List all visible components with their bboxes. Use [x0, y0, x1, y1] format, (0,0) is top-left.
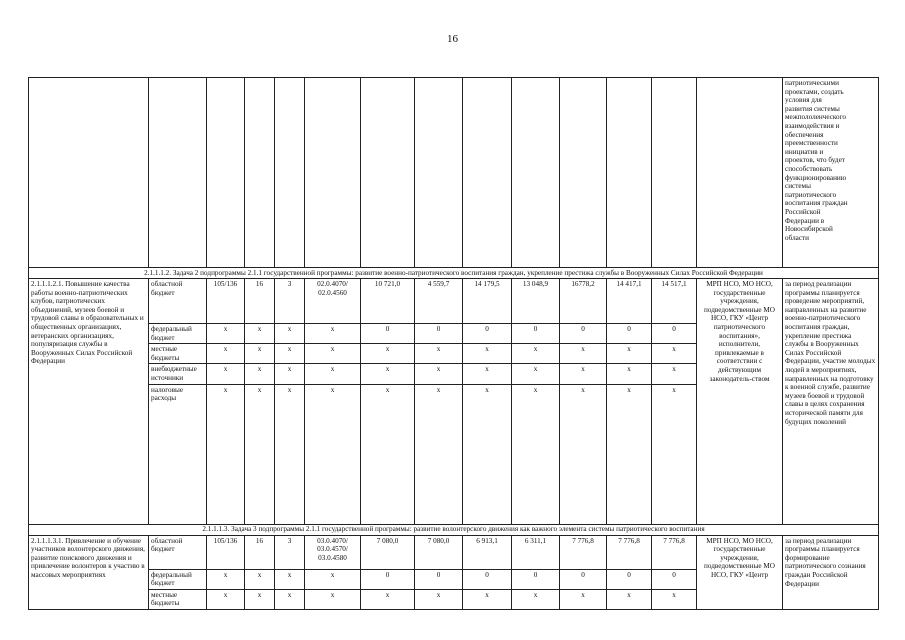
value-total: 0 [361, 569, 415, 589]
value-y4: 7 776,8 [560, 535, 607, 569]
empty-cell [415, 78, 463, 268]
description-line: патриотическими [785, 79, 839, 87]
value-pr: x [275, 324, 305, 344]
empty-cell [29, 78, 149, 268]
value-y6: 0 [652, 569, 697, 589]
value-grbs: x [207, 344, 245, 364]
value-y5: x [607, 344, 652, 364]
value-y4: x [560, 364, 607, 384]
measure-name: 2.1.1.1.3.1. Привлечение и обучение участников волонтерского движения, развитие поискового движения и привлечение волонтеров к участию в массовых мероприятиях [29, 535, 149, 609]
task-heading-row [29, 524, 879, 535]
description-line: Российской [785, 207, 821, 216]
value-y6: 0 [652, 324, 697, 344]
value-y1: x [415, 364, 463, 384]
value-y2: 0 [463, 569, 512, 589]
empty-cell [607, 78, 652, 268]
value-pr: 3 [275, 279, 305, 324]
program-measures-table [28, 77, 879, 610]
value-grbs: x [207, 589, 245, 609]
value-pr: x [275, 589, 305, 609]
value-pr: x [275, 344, 305, 364]
value-csr: 03.0.4070/ 03.0.4570/ 03.0.4580 [305, 535, 361, 569]
description-line: системы [785, 182, 811, 191]
empty-cell [245, 78, 275, 268]
value-y1: 0 [415, 324, 463, 344]
value-y4: x [560, 384, 607, 524]
description-line: инициатив и [785, 147, 824, 156]
value-y3: 0 [512, 324, 560, 344]
value-y2: 0 [463, 324, 512, 344]
description-line: межпололенческого [785, 113, 847, 122]
description-line: способствовать [785, 164, 833, 173]
value-y3: x [512, 344, 560, 364]
empty-cell [305, 78, 361, 268]
description-line: Новосибирской [785, 225, 833, 234]
empty-cell [512, 78, 560, 268]
funding-row [29, 535, 879, 569]
value-rz: x [245, 324, 275, 344]
description-line: воспитания граждан [785, 199, 848, 208]
value-csr: x [305, 384, 361, 524]
value-y3: 0 [512, 569, 560, 589]
funding-source: местные бюджеты [149, 589, 207, 609]
value-csr: x [305, 324, 361, 344]
value-y2: x [463, 589, 512, 609]
description-line: обеспечения [785, 130, 824, 139]
value-grbs: x [207, 384, 245, 524]
value-y5: 14 417,1 [607, 279, 652, 324]
value-y1: 4 559,7 [415, 279, 463, 324]
empty-cell [697, 78, 783, 268]
executor-cell: МРП НСО, МО НСО, государственные учреждения, подведомственные МО НСО, ГКУ «Центр [697, 535, 783, 609]
value-y2: 6 913,1 [463, 535, 512, 569]
description-line: условия для [785, 96, 822, 105]
value-y1: 0 [415, 569, 463, 589]
value-y2: x [463, 344, 512, 364]
continuation-row [29, 78, 879, 268]
value-y5: x [607, 384, 652, 524]
value-y2: x [463, 364, 512, 384]
value-y1: x [415, 344, 463, 364]
value-total: x [361, 344, 415, 364]
description-line: проектами, создать [785, 87, 844, 96]
empty-cell [361, 78, 415, 268]
description-line: функционированию [785, 173, 847, 182]
value-y5: 7 776,8 [607, 535, 652, 569]
empty-cell [207, 78, 245, 268]
funding-source: налоговые расходы [149, 384, 207, 524]
value-csr: 02.0.4070/ 02.0.4560 [305, 279, 361, 324]
value-total: 7 080,0 [361, 535, 415, 569]
continued-description-cell [783, 78, 879, 268]
empty-cell [652, 78, 697, 268]
value-y6: x [652, 589, 697, 609]
value-rz: x [245, 569, 275, 589]
value-y4: x [560, 589, 607, 609]
task-heading-row [29, 268, 879, 279]
value-y3: x [512, 589, 560, 609]
empty-cell [275, 78, 305, 268]
task-heading: 2.1.1.1.2. Задача 2 подпрограммы 2.1.1 государственной программы: развитие военно-патриотического воспитания граждан, укрепление престижа службы в Вооруженных Силах Российской Федерации [29, 268, 879, 279]
value-y4: x [560, 344, 607, 364]
funding-source: федеральный бюджет [149, 324, 207, 344]
value-rz: x [245, 364, 275, 384]
funding-source: областной бюджет [149, 535, 207, 569]
value-grbs: x [207, 569, 245, 589]
value-grbs: x [207, 324, 245, 344]
value-y3: x [512, 364, 560, 384]
value-total: x [361, 364, 415, 384]
description-line: взаимодействия и [785, 121, 840, 130]
funding-source: областной бюджет [149, 279, 207, 324]
value-y1: 7 080,0 [415, 535, 463, 569]
value-y3: x [512, 384, 560, 524]
value-y3: 13 048,9 [512, 279, 560, 324]
value-csr: x [305, 569, 361, 589]
funding-source: внебюджетные источники [149, 364, 207, 384]
funding-source: федеральный бюджет [149, 569, 207, 589]
value-pr: 3 [275, 535, 305, 569]
value-csr: x [305, 589, 361, 609]
value-y5: 0 [607, 324, 652, 344]
value-rz: x [245, 384, 275, 524]
value-y5: 0 [607, 569, 652, 589]
description-line: патриотического [785, 190, 837, 199]
value-pr: x [275, 364, 305, 384]
value-pr: x [275, 569, 305, 589]
value-y1: x [415, 589, 463, 609]
empty-cell [463, 78, 512, 268]
page-number: 16 [447, 33, 458, 45]
task-heading: 2.1.1.1.3. Задача 3 подпрограммы 2.1.1 государственной программы: развитие волонтерского движения как важного элемента системы патриотического воспитания [29, 524, 879, 535]
empty-cell [560, 78, 607, 268]
executor-cell: МРП НСО, МО НСО, государственные учреждения, подведомственные МО НСО, ГКУ «Центр патриотического воспитания», исполнители, привлекаемые в соответствии с действующим законодатель-ством [697, 279, 783, 525]
measure-name: 2.1.1.1.2.1. Повышение качества работы военно-патриотических клубов, патриотических объединений, музеев боевой и трудовой славы в образовательных и общественных организациях, ветеранских организациях, популяризация службы в Вооруженных Силах Российской Федерации [29, 279, 149, 525]
funding-row [29, 279, 879, 324]
value-total: x [361, 589, 415, 609]
value-y6: x [652, 364, 697, 384]
value-y3: 6 311,1 [512, 535, 560, 569]
value-y1: x [415, 384, 463, 524]
value-y6: 7 776,8 [652, 535, 697, 569]
value-y4: 0 [560, 324, 607, 344]
value-y6: 14 517,1 [652, 279, 697, 324]
value-y5: x [607, 589, 652, 609]
description-line: преемственности [785, 139, 838, 148]
value-total: 0 [361, 324, 415, 344]
value-rz: 16 [245, 279, 275, 324]
value-y6: x [652, 344, 697, 364]
value-total: x [361, 384, 415, 524]
value-y5: x [607, 364, 652, 384]
value-total: 10 721,0 [361, 279, 415, 324]
description-line: развития системы [785, 104, 840, 113]
value-grbs: x [207, 364, 245, 384]
funding-source: местные бюджеты [149, 344, 207, 364]
empty-cell [149, 78, 207, 268]
value-y2: 14 179,5 [463, 279, 512, 324]
expected-result-cell: за период реализации программы планируется формирование патриотического сознания граждан Российской Федерации [783, 535, 879, 609]
value-y2: x [463, 384, 512, 524]
value-y6: x [652, 384, 697, 524]
value-y4: 0 [560, 569, 607, 589]
value-rz: 16 [245, 535, 275, 569]
value-y4: 16778,2 [560, 279, 607, 324]
value-pr: x [275, 384, 305, 524]
value-rz: x [245, 589, 275, 609]
description-line: области [785, 233, 810, 242]
value-rz: x [245, 344, 275, 364]
value-csr: x [305, 344, 361, 364]
value-grbs: 105/136 [207, 535, 245, 569]
description-line: Федерации в [785, 216, 825, 225]
value-grbs: 105/136 [207, 279, 245, 324]
expected-result-cell: за период реализации программы планируется проведение мероприятий, направленных на развитие военно-патриотического воспитания граждан, укрепление престижа службы в Вооруженных Силах Российской Федерации, участие молодых людей в мероприятиях, направленных на подготовку к военной службе, развитие музеев боевой и трудовой славы в целях сохранения исторической памяти для будущих поколений [783, 279, 879, 525]
value-csr: x [305, 364, 361, 384]
description-line: проектов, что будет [785, 156, 845, 165]
